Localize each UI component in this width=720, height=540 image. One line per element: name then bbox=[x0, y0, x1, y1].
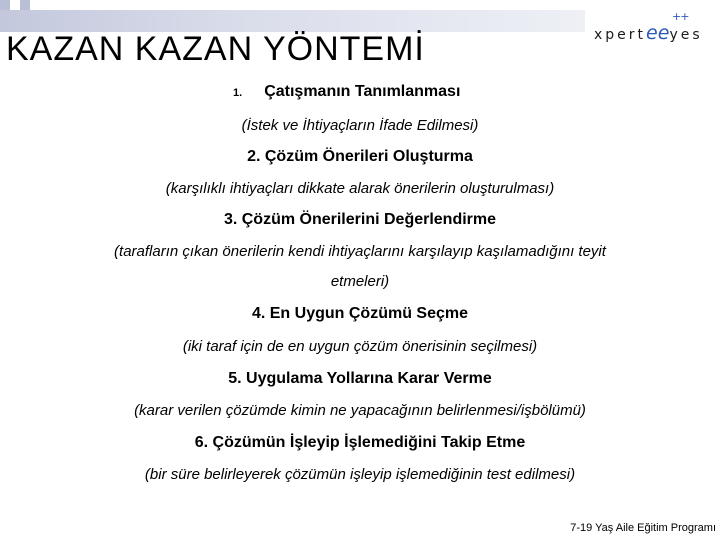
brand-plus: ++ bbox=[672, 10, 689, 23]
step-6-detail: (bir süre belirleyerek çözümün işleyip işlemediğinin test edilmesi) bbox=[144, 466, 576, 483]
step-1-heading-text: Çatışmanın Tanımlanması bbox=[264, 83, 461, 100]
brand-wordmark: xperteeyes bbox=[594, 22, 703, 44]
step-1-heading bbox=[233, 83, 460, 101]
step-1-number: 1. bbox=[233, 87, 243, 99]
header-gradient-bar bbox=[0, 10, 585, 32]
step-2-detail: (karşılıklı ihtiyaçları dikkate alarak önerilerin oluşturulması) bbox=[165, 180, 555, 197]
step-3-heading: 3. Çözüm Önerilerini Değerlendirme bbox=[223, 211, 497, 228]
step-4-detail: (iki taraf için de en uygun çözüm önerisinin seçilmesi) bbox=[182, 338, 538, 355]
footer-program-name: 7-19 Yaş Aile Eğitim Programı bbox=[570, 522, 716, 534]
step-2-heading: 2. Çözüm Önerileri Oluşturma bbox=[247, 148, 473, 165]
step-5-detail: (karar verilen çözümde kimin ne yapacağının belirlenmesi/işbölümü) bbox=[134, 402, 586, 419]
step-4-heading: 4. En Uygun Çözümü Seçme bbox=[251, 305, 469, 322]
brand-logo bbox=[594, 10, 712, 44]
step-3-detail-continued: etmeleri) bbox=[330, 273, 390, 290]
step-6-heading: 6. Çözümün İşleyip İşlemediğini Takip Etme bbox=[194, 434, 526, 451]
step-3-detail: (tarafların çıkan önerilerin kendi ihtiyaçlarını karşılayıp kaşılamadığını teyit bbox=[114, 243, 606, 260]
step-5-heading: 5. Uygulama Yollarına Karar Verme bbox=[228, 370, 492, 387]
step-1-detail: (İstek ve İhtiyaçların İfade Edilmesi) bbox=[241, 117, 479, 134]
page-title: KAZAN KAZAN YÖNTEMİ bbox=[6, 30, 425, 68]
